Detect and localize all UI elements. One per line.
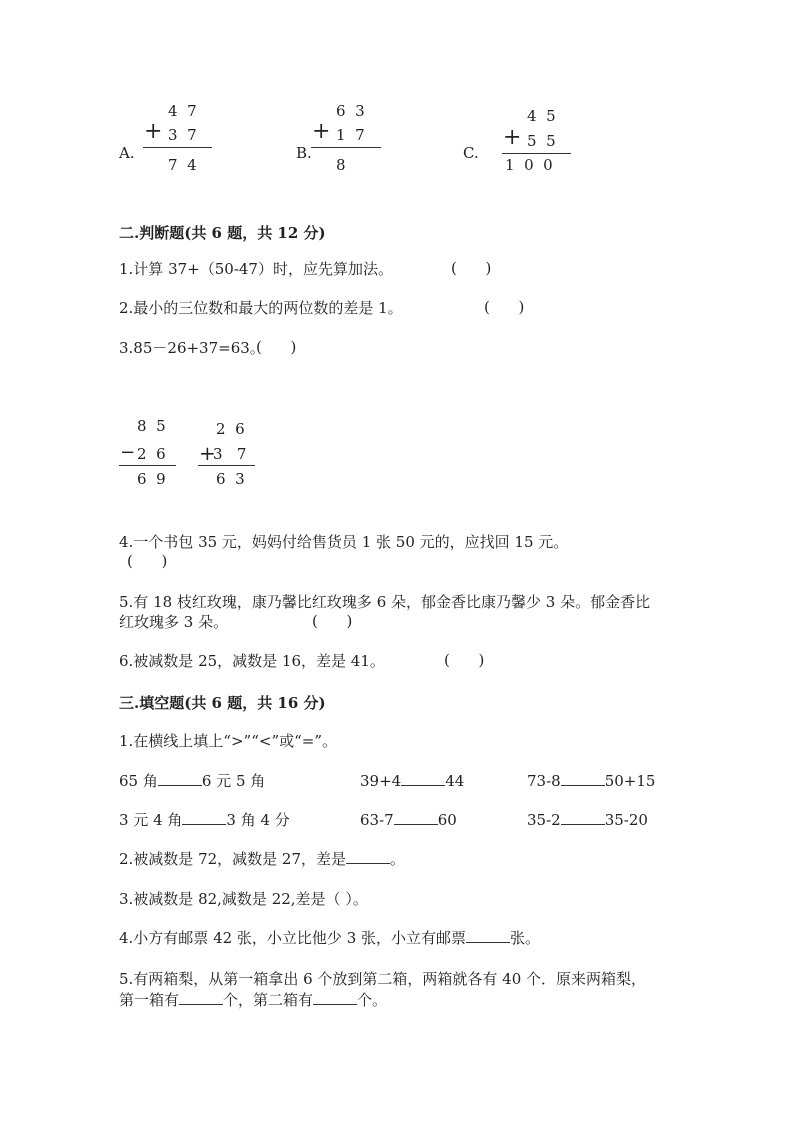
option-c-addend: 5 5 [527,132,556,150]
plus-sign: + [144,119,163,144]
compare-left: 73-8 [527,772,561,790]
judge-q5-line1: 5.有 18 枝红玫瑰，康乃馨比红玫瑰多 6 朵，郁金香比康乃馨少 3 朵。郁金香比 [119,593,651,611]
section-3-title: 三.填空题(共 6 题，共 16 分) [119,694,326,712]
compare-left: 65 角 [119,772,158,790]
fill-q4-end: 张。 [510,929,541,947]
compare-right: 60 [437,811,457,829]
fill-q2-text: 2.被减数是 72，减数是 27，差是 [119,850,347,868]
judge-q2: 2.最小的三位数和最大的两位数的差是 1。 [119,299,403,317]
fill-q5-text-b: 个，第二箱有 [223,991,314,1009]
compare-r1c3 [527,771,655,791]
blank-line[interactable] [561,771,605,786]
blank-line[interactable] [561,810,605,825]
option-a-sum: 7 4 [168,156,197,174]
minus-sign: − [120,442,136,463]
fill-q5-line1: 5.有两箱梨，从第一箱拿出 6 个放到第二箱，两箱就各有 40 个．原来两箱梨， [119,970,647,988]
answer-blank-q3[interactable]: ( ) [256,338,297,356]
fill-q5-line2 [119,990,387,1010]
option-a-label: A. [119,144,135,162]
compare-right: 6 元 5 角 [201,772,266,790]
result-line [198,465,255,466]
blank-line[interactable] [346,849,390,864]
judge-q4: 4.一个书包 35 元，妈妈付给售货员 1 张 50 元的，应找回 15 元。 [119,533,569,551]
calc2-top: 2 6 [216,420,245,438]
fill-q5-text-a: 第一箱有 [119,991,180,1009]
blank-line[interactable] [182,810,226,825]
compare-right: 3 角 4 分 [226,811,290,829]
option-a-addend: 3 7 [168,126,197,144]
calc1-subtrahend: 2 6 [137,445,166,463]
compare-r2c2 [360,810,457,830]
compare-right: 44 [445,772,465,790]
option-b-sum: 8 [336,156,346,174]
option-c-top: 4 5 [527,107,556,125]
fill-q3: 3.被减数是 82,减数是 22,差是（ ）。 [119,890,368,908]
compare-r1c1 [119,771,265,791]
compare-r2c1 [119,810,290,830]
fill-q2-end: 。 [390,850,406,868]
answer-blank-q6[interactable]: ( ) [444,651,485,669]
plus-sign: + [199,441,216,465]
blank-line[interactable] [466,928,510,943]
blank-line[interactable] [313,990,357,1005]
option-a-top: 4 7 [168,102,197,120]
option-b-label: B. [296,144,312,162]
answer-blank-q4[interactable]: ( ) [127,552,168,570]
compare-right: 35-20 [604,811,648,829]
compare-left: 63-7 [360,811,394,829]
answer-blank-q5[interactable]: ( ) [312,612,353,630]
compare-left: 35-2 [527,811,561,829]
compare-left: 3 元 4 角 [119,811,183,829]
calc1-top: 8 5 [137,417,166,435]
fill-q2 [119,849,405,869]
option-c-label: C. [463,144,479,162]
judge-q1: 1.计算 37+（50-47）时，应先算加法。 [119,260,393,278]
compare-r1c2 [360,771,464,791]
blank-line[interactable] [401,771,445,786]
option-b-top: 6 3 [336,102,365,120]
calc2-addend: 3 7 [213,445,247,463]
judge-q3: 3.85－26+37=63。 [119,339,265,357]
section-2-title: 二.判断题(共 6 题，共 12 分) [119,224,326,242]
answer-blank-q2[interactable]: ( ) [484,298,525,316]
compare-r2c3 [527,810,648,830]
calc1-result: 6 9 [137,470,166,488]
sum-line [502,153,571,154]
fill-q1: 1.在横线上填上“>”“<”或“=”。 [119,732,338,750]
option-b-addend: 1 7 [336,126,365,144]
compare-right: 50+15 [604,772,656,790]
sum-line [311,147,381,148]
judge-q6: 6.被减数是 25，减数是 16，差是 41。 [119,652,385,670]
judge-q5-line2: 红玫瑰多 3 朵。 [119,613,229,631]
answer-blank-q1[interactable]: ( ) [451,259,492,277]
compare-left: 39+4 [360,772,402,790]
option-c-sum: 1 0 0 [505,156,553,174]
fill-q4 [119,928,540,948]
blank-line[interactable] [394,810,438,825]
result-line [119,465,176,466]
blank-line[interactable] [179,990,223,1005]
calc2-result: 6 3 [216,470,245,488]
sum-line [143,147,212,148]
fill-q5-text-c: 个。 [357,991,388,1009]
plus-sign: + [503,125,522,150]
blank-line[interactable] [158,771,202,786]
plus-sign: + [312,119,331,144]
fill-q4-text: 4.小方有邮票 42 张，小立比他少 3 张，小立有邮票 [119,929,467,947]
